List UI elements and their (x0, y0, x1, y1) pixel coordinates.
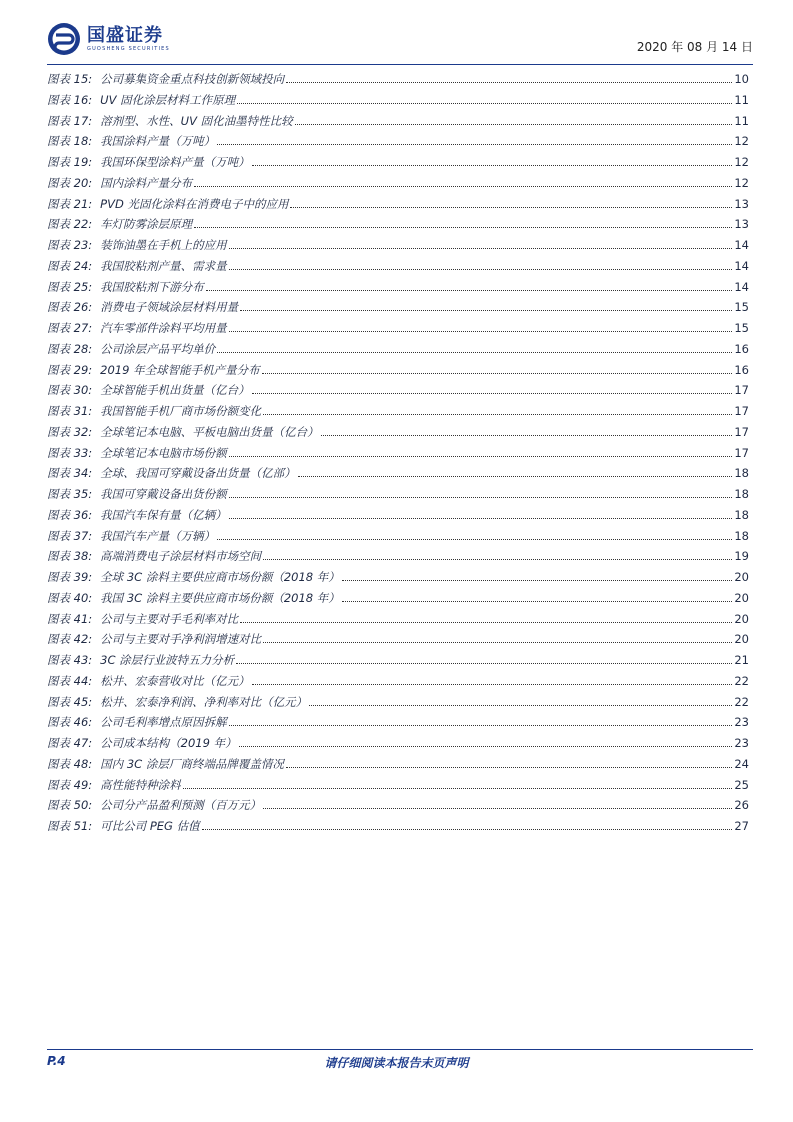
toc-dot-leader (290, 207, 732, 208)
toc-entry-label: 图表 27: (47, 321, 93, 335)
toc-entry-title: 全球笔记本电脑、平板电脑出货量（亿台） (100, 424, 319, 439)
toc-entry[interactable] (47, 673, 749, 694)
toc-entry[interactable] (47, 362, 749, 383)
toc-entry-title: 公司成本结构（2019 年） (100, 736, 237, 750)
toc-entry-page: 25 (734, 777, 749, 792)
toc-entry-page: 17 (734, 383, 749, 398)
toc-entry-title: 全球智能手机出货量（亿台） (100, 383, 250, 398)
toc-entry-label: 图表 15: (47, 72, 93, 86)
toc-entry-page: 23 (734, 715, 749, 730)
toc-entry-label: 图表 31: (47, 404, 93, 418)
toc-entry[interactable] (47, 631, 749, 652)
toc-entry-title: PVD 光固化涂料在消费电子中的应用 (100, 196, 289, 211)
toc-dot-leader (236, 663, 732, 664)
toc-entry[interactable] (47, 258, 749, 279)
toc-entry-page: 12 (734, 175, 749, 190)
toc-entry-label: 图表 41: (47, 611, 93, 626)
toc-entry-label: 图表 45: (47, 694, 93, 709)
toc-entry-title: 我国可穿戴设备出货份额 (100, 487, 227, 501)
toc-dot-leader (229, 248, 733, 249)
toc-entry[interactable] (47, 445, 749, 466)
toc-entry[interactable] (47, 507, 749, 528)
toc-dot-leader (298, 476, 733, 477)
toc-entry-page: 20 (734, 570, 749, 584)
toc-dot-leader (252, 393, 733, 394)
toc-entry[interactable] (47, 548, 749, 569)
toc-entry-title: 全球 3C 涂料主要供应商市场份额（2018 年） (100, 570, 340, 584)
toc-entry-page: 27 (734, 819, 749, 833)
toc-dot-leader (263, 414, 732, 415)
toc-entry-title: 我国 3C 涂料主要供应商市场份额（2018 年） (100, 590, 340, 605)
toc-entry[interactable] (47, 382, 749, 403)
toc-entry-label: 图表 48: (47, 756, 93, 771)
toc-entry-page: 16 (734, 362, 749, 377)
toc-entry[interactable] (47, 341, 749, 362)
toc-dot-leader (252, 165, 733, 166)
header-divider (47, 64, 753, 65)
toc-entry-page: 18 (734, 487, 749, 501)
toc-dot-leader (295, 124, 733, 125)
toc-dot-leader (263, 559, 732, 560)
toc-entry-page: 14 (734, 279, 749, 294)
toc-entry-page: 18 (734, 528, 749, 543)
toc-entry-label: 图表 23: (47, 238, 93, 252)
toc-entry[interactable] (47, 175, 749, 196)
toc-entry-title: 消费电子领域涂层材料用量 (100, 300, 239, 315)
toc-entry-title: 公司与主要对手净利润增速对比 (100, 632, 262, 647)
toc-dot-leader (309, 705, 732, 706)
toc-dot-leader (262, 373, 733, 374)
toc-dot-leader (342, 601, 733, 602)
toc-dot-leader (229, 331, 733, 332)
toc-entry-title: 松井、宏泰营收对比（亿元） (100, 673, 250, 688)
toc-entry[interactable] (47, 92, 749, 113)
company-logo (47, 20, 170, 58)
toc-entry-page: 11 (734, 113, 749, 128)
toc-entry-page: 14 (734, 238, 749, 252)
toc-entry-page: 15 (734, 300, 749, 315)
report-date: 2020 年 08 月 14 日 (636, 40, 753, 54)
toc-entry-title: 装饰油墨在手机上的应用 (100, 238, 227, 252)
toc-dot-leader (229, 725, 733, 726)
toc-dot-leader (263, 808, 732, 809)
toc-entry-label: 图表 16: (47, 92, 93, 107)
toc-entry[interactable] (47, 486, 749, 507)
toc-entry-label: 图表 26: (47, 300, 93, 315)
toc-entry-label: 图表 38: (47, 549, 93, 564)
toc-entry-page: 17 (734, 424, 749, 439)
toc-dot-leader (206, 290, 733, 291)
toc-entry-label: 图表 42: (47, 632, 93, 647)
toc-entry[interactable] (47, 590, 749, 611)
toc-entry-title: 我国汽车保有量（亿辆） (100, 507, 227, 522)
toc-entry-title: 公司涂层产品平均单价 (100, 341, 216, 356)
toc-entry-page: 18 (734, 466, 749, 481)
disclaimer-note: 请仔细阅读本报告末页声明 (324, 1056, 469, 1070)
toc-entry[interactable] (47, 528, 749, 549)
toc-dot-leader (240, 310, 732, 311)
toc-entry-label: 图表 43: (47, 653, 93, 667)
page-header (47, 20, 753, 62)
toc-entry[interactable] (47, 279, 749, 300)
toc-entry-label: 图表 24: (47, 258, 93, 273)
toc-entry-label: 图表 17: (47, 113, 93, 128)
toc-dot-leader (217, 539, 732, 540)
toc-entry[interactable] (47, 777, 749, 798)
toc-entry-page: 13 (734, 196, 749, 211)
logo-english-name: GUOSHENG SECURITIES (87, 45, 170, 52)
toc-entry-title: 公司毛利率增点原因拆解 (100, 715, 227, 730)
toc-entry[interactable] (47, 465, 749, 486)
toc-entry-title: 溶剂型、水性、UV 固化油墨特性比较 (100, 113, 293, 128)
toc-dot-leader (229, 518, 733, 519)
toc-entry-title: 3C 涂层行业波特五力分析 (100, 653, 235, 667)
toc-dot-leader (202, 829, 733, 830)
toc-entry-label: 图表 22: (47, 217, 93, 232)
toc-entry-label: 图表 30: (47, 383, 93, 398)
toc-entry-label: 图表 40: (47, 590, 93, 605)
toc-entry[interactable] (47, 797, 749, 818)
toc-entry-title: 可比公司 PEG 估值 (100, 819, 200, 833)
toc-entry-title: 高性能特种涂料 (100, 777, 181, 792)
logo-chinese-name: 国盛证券 (87, 24, 163, 46)
guosheng-logo-icon (47, 22, 81, 56)
toc-entry[interactable] (47, 694, 749, 715)
toc-entry[interactable] (47, 299, 749, 320)
toc-entry[interactable] (47, 196, 749, 217)
toc-dot-leader (286, 82, 732, 83)
toc-entry-label: 图表 39: (47, 570, 93, 584)
toc-entry-title: 公司分产品盈利预测（百万元） (100, 798, 262, 813)
toc-dot-leader (183, 788, 733, 789)
toc-entry[interactable] (47, 320, 749, 341)
toc-entry[interactable] (47, 133, 749, 154)
toc-entry-page: 16 (734, 341, 749, 356)
toc-entry-label: 图表 35: (47, 487, 93, 501)
toc-entry-label: 图表 47: (47, 736, 93, 750)
toc-entry-label: 图表 20: (47, 175, 93, 190)
toc-entry[interactable] (47, 735, 749, 756)
toc-entry-label: 图表 18: (47, 134, 93, 149)
toc-dot-leader (321, 435, 733, 436)
toc-entry-title: 车灯防雾涂层原理 (100, 217, 193, 232)
toc-entry-page: 12 (734, 155, 749, 169)
toc-entry-page: 17 (734, 445, 749, 460)
toc-entry[interactable] (47, 569, 749, 590)
toc-dot-leader (342, 580, 733, 581)
toc-dot-leader (229, 497, 733, 498)
toc-dot-leader (237, 103, 732, 104)
toc-entry-title: 我国胶粘剂产量、需求量 (100, 258, 227, 273)
toc-entry-page: 20 (734, 632, 749, 647)
toc-entry-title: 高端消费电子涂层材料市场空间 (100, 549, 262, 564)
toc-entry-page: 18 (734, 507, 749, 522)
toc-entry-page: 21 (734, 653, 749, 667)
toc-entry[interactable] (47, 714, 749, 735)
toc-entry[interactable] (47, 424, 749, 445)
toc-entry-page: 17 (734, 404, 749, 418)
toc-entry-title: 国内涂料产量分布 (100, 175, 193, 190)
toc-entry-label: 图表 44: (47, 673, 93, 688)
toc-entry-label: 图表 49: (47, 777, 93, 792)
toc-dot-leader (263, 642, 732, 643)
toc-entry-page: 10 (734, 72, 749, 86)
toc-entry-title: 2019 年全球智能手机产量分布 (100, 362, 260, 377)
toc-entry-page: 23 (734, 736, 749, 750)
toc-dot-leader (240, 622, 732, 623)
toc-entry-title: 国内 3C 涂层厂商终端品牌覆盖情况 (100, 756, 284, 771)
toc-entry-label: 图表 21: (47, 196, 93, 211)
toc-dot-leader (217, 352, 732, 353)
toc-entry-title: 我国涂料产量（万吨） (100, 134, 216, 149)
toc-entry-page: 24 (734, 756, 749, 771)
toc-entry-label: 图表 51: (47, 819, 93, 833)
toc-dot-leader (194, 227, 732, 228)
toc-entry-title: 我国胶粘剂下游分布 (100, 279, 204, 294)
toc-entry[interactable] (47, 818, 749, 839)
toc-entry[interactable] (47, 113, 749, 134)
toc-entry-title: UV 固化涂层材料工作原理 (100, 92, 236, 107)
toc-dot-leader (229, 269, 733, 270)
toc-entry-page: 20 (734, 590, 749, 605)
toc-entry-title: 松井、宏泰净利润、净利率对比（亿元） (100, 694, 308, 709)
toc-entry-title: 我国汽车产量（万辆） (100, 528, 216, 543)
toc-dot-leader (217, 144, 732, 145)
toc-entry-label: 图表 36: (47, 507, 93, 522)
toc-entry-label: 图表 50: (47, 798, 93, 813)
toc-entry-title: 我国智能手机厂商市场份额变化 (100, 404, 262, 418)
toc-entry-title: 我国环保型涂料产量（万吨） (100, 155, 250, 169)
toc-entry-label: 图表 29: (47, 362, 93, 377)
toc-dot-leader (286, 767, 733, 768)
toc-entry-label: 图表 34: (47, 466, 93, 481)
toc-entry[interactable] (47, 237, 749, 258)
toc-dot-leader (252, 684, 733, 685)
figure-index-list (47, 71, 749, 839)
toc-entry[interactable] (47, 71, 749, 92)
toc-dot-leader (194, 186, 732, 187)
toc-entry-title: 全球、我国可穿戴设备出货量（亿部） (100, 466, 296, 481)
toc-entry-title: 汽车零部件涂料平均用量 (100, 321, 227, 335)
toc-entry-title: 公司募集资金重点科技创新领域投向 (100, 72, 285, 86)
toc-dot-leader (239, 746, 733, 747)
toc-entry-label: 图表 19: (47, 155, 93, 169)
toc-entry[interactable] (47, 652, 749, 673)
toc-entry-page: 13 (734, 217, 749, 232)
toc-entry-page: 14 (734, 258, 749, 273)
toc-entry[interactable] (47, 216, 749, 237)
footer-divider (47, 1049, 753, 1050)
toc-entry-label: 图表 37: (47, 528, 93, 543)
toc-entry[interactable] (47, 756, 749, 777)
toc-entry-title: 公司与主要对手毛利率对比 (100, 611, 239, 626)
toc-entry-label: 图表 28: (47, 341, 93, 356)
toc-entry-label: 图表 32: (47, 424, 93, 439)
toc-entry-page: 19 (734, 549, 749, 564)
toc-entry-page: 22 (734, 694, 749, 709)
toc-entry-label: 图表 46: (47, 715, 93, 730)
toc-entry-page: 20 (734, 611, 749, 626)
toc-entry[interactable] (47, 611, 749, 632)
toc-entry[interactable] (47, 154, 749, 175)
toc-entry-label: 图表 25: (47, 279, 93, 294)
toc-entry-label: 图表 33: (47, 445, 93, 460)
page-number: P.4 (47, 1054, 66, 1068)
toc-entry-page: 11 (734, 92, 749, 107)
toc-entry-page: 22 (734, 673, 749, 688)
toc-entry-title: 全球笔记本电脑市场份额 (100, 445, 227, 460)
toc-entry[interactable] (47, 403, 749, 424)
toc-entry-page: 26 (734, 798, 749, 813)
toc-dot-leader (229, 456, 733, 457)
toc-entry-page: 15 (734, 321, 749, 335)
toc-entry-page: 12 (734, 134, 749, 149)
